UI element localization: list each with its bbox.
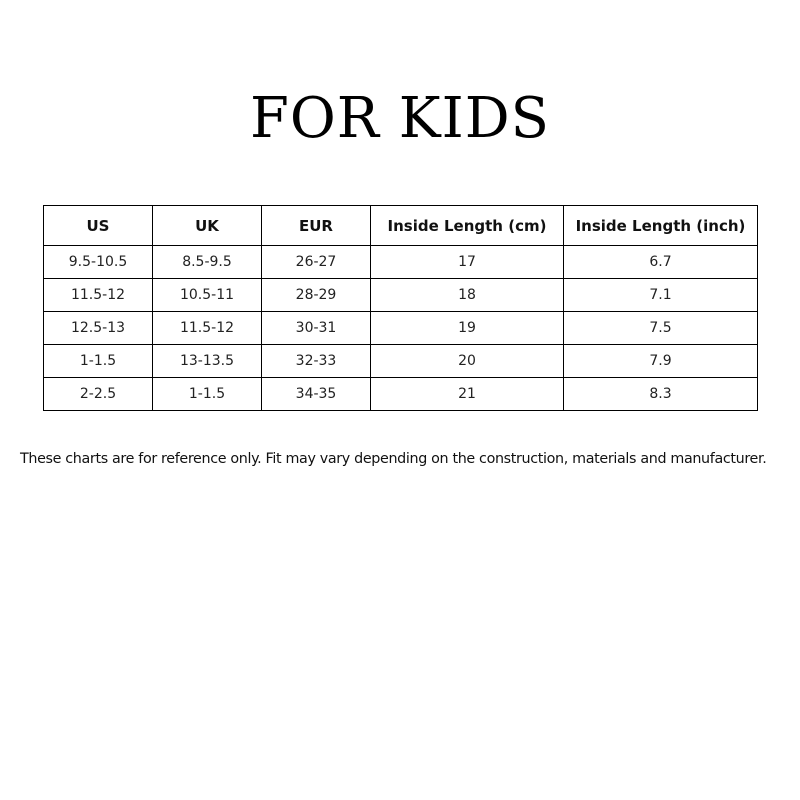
header-inside-length-inch: Inside Length (inch) — [564, 206, 758, 246]
cell-length-cm: 19 — [371, 312, 564, 345]
cell-uk: 8.5-9.5 — [153, 246, 262, 279]
page-title: FOR KIDS — [250, 86, 550, 151]
table-header-row — [44, 206, 758, 246]
size-chart-table — [43, 205, 758, 411]
table-row — [44, 312, 758, 345]
cell-eur: 34-35 — [262, 378, 371, 411]
cell-us: 12.5-13 — [44, 312, 153, 345]
cell-length-cm: 18 — [371, 279, 564, 312]
header-inside-length-cm: Inside Length (cm) — [371, 206, 564, 246]
cell-uk: 1-1.5 — [153, 378, 262, 411]
cell-length-inch: 8.3 — [564, 378, 758, 411]
table-row — [44, 246, 758, 279]
cell-length-inch: 6.7 — [564, 246, 758, 279]
cell-length-cm: 20 — [371, 345, 564, 378]
cell-length-cm: 17 — [371, 246, 564, 279]
cell-us: 9.5-10.5 — [44, 246, 153, 279]
cell-length-cm: 21 — [371, 378, 564, 411]
cell-eur: 30-31 — [262, 312, 371, 345]
cell-uk: 13-13.5 — [153, 345, 262, 378]
header-uk: UK — [153, 206, 262, 246]
cell-us: 1-1.5 — [44, 345, 153, 378]
cell-eur: 28-29 — [262, 279, 371, 312]
cell-length-inch: 7.9 — [564, 345, 758, 378]
cell-length-inch: 7.1 — [564, 279, 758, 312]
table-row — [44, 378, 758, 411]
header-us: US — [44, 206, 153, 246]
reference-note: These charts are for reference only. Fit may vary depending on the construction, materials and manufacturer. — [20, 451, 767, 467]
cell-eur: 26-27 — [262, 246, 371, 279]
cell-eur: 32-33 — [262, 345, 371, 378]
cell-us: 2-2.5 — [44, 378, 153, 411]
cell-length-inch: 7.5 — [564, 312, 758, 345]
header-eur: EUR — [262, 206, 371, 246]
table-row — [44, 345, 758, 378]
cell-us: 11.5-12 — [44, 279, 153, 312]
cell-uk: 11.5-12 — [153, 312, 262, 345]
cell-uk: 10.5-11 — [153, 279, 262, 312]
table-row — [44, 279, 758, 312]
